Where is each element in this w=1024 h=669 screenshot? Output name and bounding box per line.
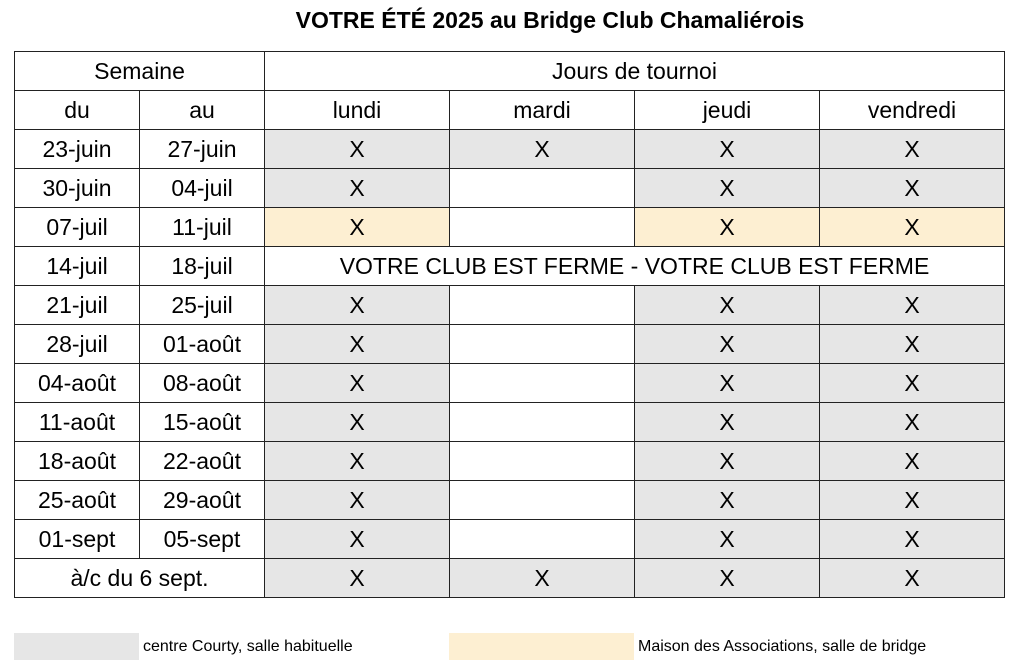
week-end-cell: 25-juil — [140, 286, 265, 325]
tournament-cell-mardi — [450, 481, 635, 520]
week-start-cell: 28-juil — [15, 325, 140, 364]
week-end-cell: 04-juil — [140, 169, 265, 208]
table-row — [15, 403, 1005, 442]
tournament-cell-mardi — [450, 286, 635, 325]
tournament-cell-lundi: X — [265, 208, 450, 247]
header-day-jeudi: jeudi — [635, 91, 820, 130]
tournament-cell-mardi — [450, 403, 635, 442]
tournament-cell-vendredi: X — [820, 403, 1005, 442]
tournament-cell-jeudi: X — [635, 442, 820, 481]
tournament-cell-jeudi: X — [635, 481, 820, 520]
header-day-lundi: lundi — [265, 91, 450, 130]
tournament-cell-jeudi: X — [635, 403, 820, 442]
schedule-table — [14, 51, 1005, 598]
tournament-cell-lundi: X — [265, 403, 450, 442]
week-start-cell: 11-août — [15, 403, 140, 442]
week-start-cell: 01-sept — [15, 520, 140, 559]
tournament-cell-jeudi: X — [635, 286, 820, 325]
tournament-cell-vendredi: X — [820, 520, 1005, 559]
header-row-top — [15, 52, 1005, 91]
table-row — [15, 325, 1005, 364]
legend-swatch-yellow — [449, 633, 634, 660]
header-row-days — [15, 91, 1005, 130]
tournament-cell-jeudi: X — [635, 169, 820, 208]
legend-label-grey: centre Courty, salle habituelle — [143, 638, 353, 655]
tournament-cell-vendredi: X — [820, 559, 1005, 598]
tournament-cell-mardi — [450, 442, 635, 481]
tournament-cell-vendredi: X — [820, 169, 1005, 208]
table-row — [15, 364, 1005, 403]
table-row — [15, 247, 1005, 286]
tournament-cell-jeudi: X — [635, 559, 820, 598]
tournament-cell-vendredi: X — [820, 286, 1005, 325]
week-start-cell: 18-août — [15, 442, 140, 481]
tournament-cell-mardi — [450, 169, 635, 208]
tournament-cell-jeudi: X — [635, 520, 820, 559]
week-end-cell: 11-juil — [140, 208, 265, 247]
tournament-cell-lundi: X — [265, 559, 450, 598]
tournament-cell-jeudi: X — [635, 364, 820, 403]
week-end-cell: 01-août — [140, 325, 265, 364]
week-start-cell: 25-août — [15, 481, 140, 520]
tournament-cell-vendredi: X — [820, 442, 1005, 481]
week-end-cell: 05-sept — [140, 520, 265, 559]
week-end-cell: 18-juil — [140, 247, 265, 286]
club-closed-notice: VOTRE CLUB EST FERME - VOTRE CLUB EST FERME — [265, 247, 1005, 286]
tournament-cell-mardi — [450, 520, 635, 559]
tournament-cell-lundi: X — [265, 325, 450, 364]
tournament-cell-jeudi: X — [635, 208, 820, 247]
page-title: VOTRE ÉTÉ 2025 au Bridge Club Chamaliérois — [295, 7, 805, 33]
week-start-cell: 07-juil — [15, 208, 140, 247]
tournament-cell-mardi: X — [450, 559, 635, 598]
tournament-cell-lundi: X — [265, 169, 450, 208]
header-semaine: Semaine — [15, 52, 265, 91]
tournament-cell-lundi: X — [265, 130, 450, 169]
table-row — [15, 286, 1005, 325]
tournament-cell-jeudi: X — [635, 130, 820, 169]
table-row — [15, 169, 1005, 208]
tournament-cell-mardi — [450, 325, 635, 364]
legend-swatch-grey — [14, 633, 139, 660]
week-from-cell: à/c du 6 sept. — [15, 559, 265, 598]
tournament-cell-lundi: X — [265, 520, 450, 559]
week-start-cell: 30-juin — [15, 169, 140, 208]
table-row — [15, 442, 1005, 481]
tournament-cell-mardi — [450, 208, 635, 247]
tournament-cell-mardi: X — [450, 130, 635, 169]
table-row — [15, 130, 1005, 169]
tournament-cell-vendredi: X — [820, 325, 1005, 364]
legend-label-yellow: Maison des Associations, salle de bridge — [638, 638, 927, 655]
tournament-cell-jeudi: X — [635, 325, 820, 364]
tournament-cell-vendredi: X — [820, 364, 1005, 403]
header-day-mardi: mardi — [450, 91, 635, 130]
tournament-cell-vendredi: X — [820, 208, 1005, 247]
table-row — [15, 520, 1005, 559]
week-start-cell: 04-août — [15, 364, 140, 403]
week-end-cell: 29-août — [140, 481, 265, 520]
table-row — [15, 208, 1005, 247]
tournament-cell-vendredi: X — [820, 130, 1005, 169]
table-row — [15, 481, 1005, 520]
header-au: au — [140, 91, 265, 130]
week-start-cell: 14-juil — [15, 247, 140, 286]
tournament-cell-mardi — [450, 364, 635, 403]
week-start-cell: 23-juin — [15, 130, 140, 169]
header-du: du — [15, 91, 140, 130]
week-end-cell: 15-août — [140, 403, 265, 442]
week-start-cell: 21-juil — [15, 286, 140, 325]
week-end-cell: 08-août — [140, 364, 265, 403]
tournament-cell-lundi: X — [265, 364, 450, 403]
table-row — [15, 559, 1005, 598]
header-jours-de-tournoi: Jours de tournoi — [265, 52, 1005, 91]
header-day-vendredi: vendredi — [820, 91, 1005, 130]
week-end-cell: 22-août — [140, 442, 265, 481]
tournament-cell-lundi: X — [265, 481, 450, 520]
tournament-cell-vendredi: X — [820, 481, 1005, 520]
tournament-cell-lundi: X — [265, 442, 450, 481]
tournament-cell-lundi: X — [265, 286, 450, 325]
week-end-cell: 27-juin — [140, 130, 265, 169]
